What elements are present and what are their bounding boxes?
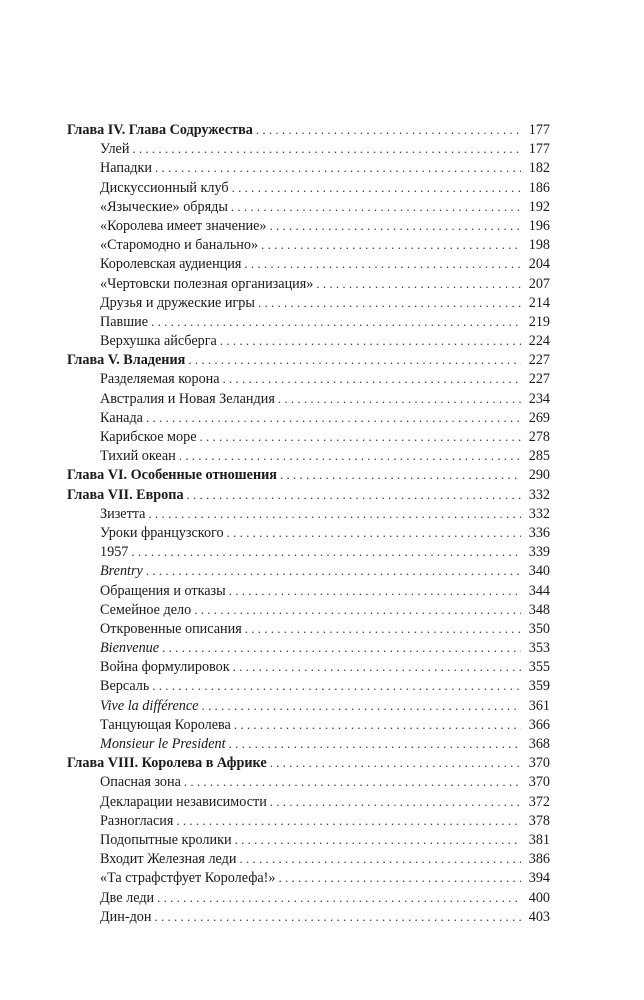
toc-page-number: 361 — [528, 697, 550, 714]
dot-leader — [176, 811, 521, 830]
toc-entry-title: Brentry — [100, 563, 143, 580]
toc-page-number: 366 — [528, 716, 550, 733]
toc-section-entry — [67, 811, 550, 830]
toc-section-entry — [67, 254, 550, 273]
toc-entry-title: Зизетта — [100, 505, 146, 522]
toc-section-entry — [67, 561, 550, 580]
toc-section-entry — [67, 581, 550, 600]
toc-entry-title: Уроки французского — [100, 524, 224, 541]
dot-leader — [270, 753, 521, 772]
dot-leader — [227, 523, 521, 542]
dot-leader — [223, 369, 521, 388]
toc-page-number: 214 — [528, 294, 550, 311]
toc-page-number: 186 — [528, 179, 550, 196]
dot-leader — [152, 676, 521, 695]
dot-leader — [188, 350, 521, 369]
dot-leader — [157, 888, 521, 907]
dot-leader — [132, 139, 521, 158]
dot-leader — [270, 792, 521, 811]
dot-leader — [232, 178, 521, 197]
toc-section-entry — [67, 158, 550, 177]
toc-page-number: 344 — [528, 582, 550, 599]
toc-entry-title: Улей — [100, 141, 130, 158]
dot-leader — [280, 465, 521, 484]
toc-page-number: 227 — [528, 352, 550, 369]
toc-entry-title: Опасная зона — [100, 774, 181, 791]
dot-leader — [220, 331, 521, 350]
dot-leader — [231, 197, 521, 216]
toc-page-number: 378 — [528, 812, 550, 829]
toc-page-number: 204 — [528, 256, 550, 273]
dot-leader — [278, 389, 521, 408]
toc-page-number: 400 — [528, 889, 550, 906]
toc-entry-title: 1957 — [100, 544, 129, 561]
toc-page-number: 290 — [528, 467, 550, 484]
dot-leader — [316, 274, 521, 293]
toc-section-entry — [67, 235, 550, 254]
toc-entry-title: Декларации независимости — [100, 793, 267, 810]
toc-section-entry — [67, 293, 550, 312]
toc-entry-title: Семейное дело — [100, 601, 192, 618]
toc-section-entry — [67, 542, 550, 561]
dot-leader — [229, 734, 521, 753]
dot-leader — [261, 235, 521, 254]
toc-entry-title: Глава V. Владения — [67, 352, 186, 369]
toc-entry-title: Тихий океан — [100, 448, 176, 465]
toc-entry-title: Война формулировок — [100, 659, 230, 676]
toc-section-entry — [67, 907, 550, 926]
dot-leader — [194, 600, 521, 619]
toc-page-number: 332 — [528, 505, 550, 522]
toc-section-entry — [67, 312, 550, 331]
toc-entry-title: Глава VIII. Королева в Африке — [67, 755, 267, 772]
toc-page-number: 336 — [528, 524, 550, 541]
dot-leader — [239, 849, 521, 868]
toc-entry-title: Карибское море — [100, 429, 197, 445]
toc-page-number: 350 — [528, 620, 550, 637]
toc-entry-title: Входит Железная леди — [100, 851, 237, 868]
toc-section-entry — [67, 427, 550, 446]
toc-page-number: 227 — [528, 371, 550, 388]
toc-section-entry — [67, 369, 550, 388]
toc-entry-title: Глава VI. Особенные отношения — [67, 467, 277, 484]
toc-section-entry — [67, 676, 550, 695]
dot-leader — [229, 581, 521, 600]
toc-page-number: 177 — [528, 122, 550, 138]
toc-page-number: 339 — [528, 544, 550, 561]
toc-section-entry — [67, 389, 550, 408]
toc-section-entry — [67, 849, 550, 868]
dot-leader — [162, 638, 521, 657]
toc-page-number: 381 — [528, 831, 550, 848]
dot-leader — [187, 485, 521, 504]
toc-page-number: 234 — [528, 390, 550, 407]
toc-entry-title: Друзья и дружеские игры — [100, 294, 255, 311]
toc-entry-title: Две леди — [100, 889, 155, 906]
toc-page-number: 353 — [528, 640, 550, 657]
toc-entry-title: Танцующая Королева — [100, 716, 231, 733]
toc-chapter-entry — [67, 350, 550, 369]
dot-leader — [151, 312, 521, 331]
toc-page-number: 269 — [528, 409, 550, 426]
toc-page-number: 372 — [528, 793, 550, 810]
toc-section-entry — [67, 600, 550, 619]
toc-entry-title: «Языческие» обряды — [100, 198, 228, 215]
toc-page-number: 370 — [528, 774, 550, 791]
toc-chapter-entry — [67, 120, 550, 139]
toc-section-entry — [67, 504, 550, 523]
toc-page-number: 370 — [528, 755, 550, 772]
toc-chapter-entry — [67, 485, 550, 504]
toc-page-number: 348 — [528, 601, 550, 618]
toc-entry-title: Bienvenue — [100, 640, 160, 657]
toc-page-number: 278 — [528, 429, 550, 445]
toc-page-number: 368 — [528, 736, 550, 752]
toc-section-entry — [67, 331, 550, 350]
toc-section-entry — [67, 197, 550, 216]
toc-section-entry — [67, 888, 550, 907]
toc-section-entry — [67, 868, 550, 887]
toc-entry-title: «Старомодно и банально» — [100, 237, 259, 254]
toc-section-entry — [67, 274, 550, 293]
toc-section-entry — [67, 696, 550, 715]
toc-page-number: 182 — [528, 160, 550, 177]
toc-page-number: 355 — [528, 659, 550, 676]
toc-entry-title: «Королева имеет значение» — [100, 217, 267, 234]
toc-section-entry — [67, 446, 550, 465]
toc-entry-title: Подопытные кролики — [100, 831, 232, 848]
toc-entry-title: Павшие — [100, 313, 149, 330]
toc-section-entry — [67, 657, 550, 676]
toc-page-number: 285 — [528, 448, 550, 465]
toc-entry-title: Разделяемая корона — [100, 371, 220, 388]
toc-entry-title: Дин-дон — [100, 908, 152, 925]
toc-page-number: 196 — [528, 217, 550, 234]
dot-leader — [148, 504, 521, 523]
toc-section-entry — [67, 734, 550, 753]
toc-section-entry — [67, 715, 550, 734]
toc-page-number: 224 — [528, 333, 550, 350]
toc-section-entry — [67, 792, 550, 811]
toc-page-number: 394 — [528, 870, 550, 887]
dot-leader — [234, 715, 521, 734]
toc-entry-title: Глава VII. Европа — [67, 486, 184, 503]
toc-entry-title: Королевская аудиенция — [100, 256, 242, 273]
toc-section-entry — [67, 523, 550, 542]
toc-entry-title: Канада — [100, 409, 143, 426]
table-of-contents — [67, 120, 550, 926]
toc-page-number: 177 — [528, 141, 550, 158]
dot-leader — [146, 561, 521, 580]
dot-leader — [270, 216, 521, 235]
toc-section-entry — [67, 619, 550, 638]
toc-section-entry — [67, 216, 550, 235]
toc-entry-title: Monsieur le President — [100, 736, 226, 752]
dot-leader — [258, 293, 521, 312]
dot-leader — [244, 254, 521, 273]
dot-leader — [245, 619, 521, 638]
toc-entry-title: Верхушка айсберга — [100, 333, 217, 350]
toc-chapter-entry — [67, 465, 550, 484]
toc-entry-title: Австралия и Новая Зеландия — [100, 390, 275, 407]
dot-leader — [179, 446, 521, 465]
toc-page-number: 198 — [528, 237, 550, 254]
toc-entry-title: Версаль — [100, 678, 150, 695]
toc-entry-title: Глава IV. Глава Содружества — [67, 122, 253, 138]
dot-leader — [233, 657, 521, 676]
toc-entry-title: Откровенные описания — [100, 620, 242, 637]
dot-leader — [184, 772, 521, 791]
toc-section-entry — [67, 772, 550, 791]
toc-entry-title: Разногласия — [100, 812, 174, 829]
toc-page-number: 219 — [528, 313, 550, 330]
dot-leader — [235, 830, 521, 849]
toc-page-number: 359 — [528, 678, 550, 695]
toc-page-number: 207 — [528, 275, 550, 292]
dot-leader — [155, 158, 521, 177]
toc-entry-title: «Чертовски полезная организация» — [100, 275, 314, 292]
dot-leader — [256, 120, 521, 139]
toc-section-entry — [67, 178, 550, 197]
toc-page-number: 192 — [528, 198, 550, 215]
toc-page-number: 403 — [528, 908, 550, 925]
dot-leader — [279, 868, 522, 887]
dot-leader — [201, 696, 521, 715]
toc-page-number: 386 — [528, 851, 550, 868]
dot-leader — [200, 427, 521, 446]
toc-chapter-entry — [67, 753, 550, 772]
toc-section-entry — [67, 830, 550, 849]
dot-leader — [146, 408, 521, 427]
dot-leader — [155, 907, 522, 926]
toc-page-number: 340 — [528, 563, 550, 580]
toc-section-entry — [67, 139, 550, 158]
toc-section-entry — [67, 408, 550, 427]
toc-entry-title: Дискуссионный клуб — [100, 179, 229, 196]
toc-entry-title: Нападки — [100, 160, 152, 177]
toc-entry-title: Vive la différence — [100, 697, 199, 714]
toc-section-entry — [67, 638, 550, 657]
toc-page-number: 332 — [528, 486, 550, 503]
dot-leader — [131, 542, 521, 561]
toc-entry-title: «Та страфстфует Королефа!» — [100, 870, 276, 887]
toc-entry-title: Обращения и отказы — [100, 582, 226, 599]
